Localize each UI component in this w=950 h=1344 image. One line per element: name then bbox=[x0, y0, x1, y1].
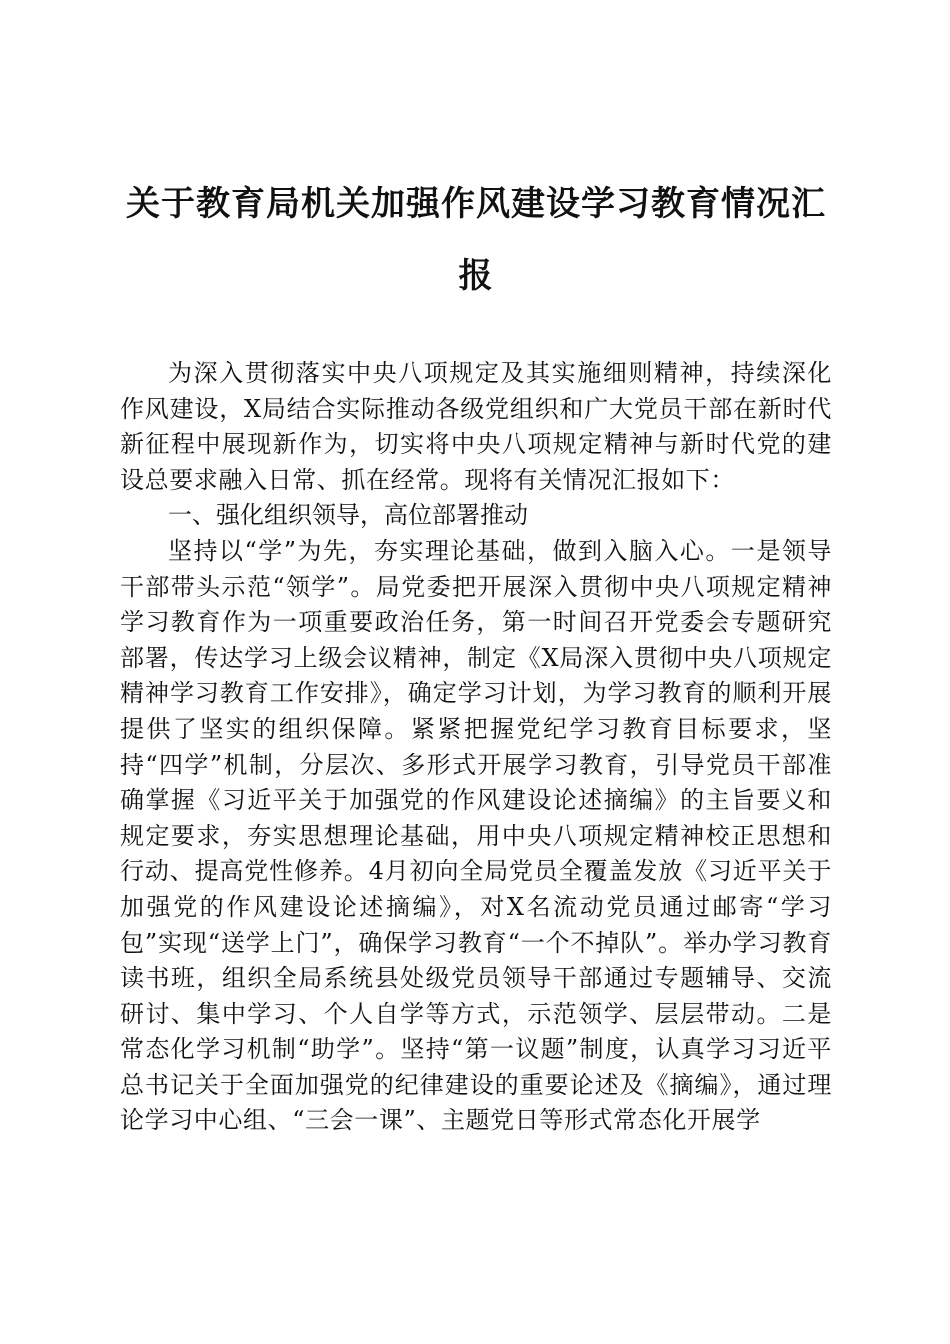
section-body-paragraph: 坚持以“学”为先，夯实理论基础，做到入脑入心。一是领导干部带头示范“领学”。局党委把开展深入贯彻中央八项规定精神学习教育作为一项重要政治任务，第一时间召开党委会专题研究部署，传达学习上级会议精神，制定《X局深入贯彻中央八项规定精神学习教育工作安排》，确定学习计划，为学习教育的顺利开展提供了坚实的组织保障。紧紧把握党纪学习教育目标要求，坚持“四学”机制，分层次、多形式开展学习教育，引导党员干部准确掌握《习近平关于加强党的作风建设论述摘编》的主旨要义和规定要求，夯实思想理论基础，用中央八项规定精神校正思想和行动、提高党性修养。4月初向全局党员全覆盖发放《习近平关于加强党的作风建设论述摘编》，对X名流动党员通过邮寄“学习包”实现“送学上门”，确保学习教育“一个不掉队”。举办学习教育读书班，组织全局系统县处级党员领导干部通过专题辅导、交流研讨、集中学习、个人自学等方式，示范领学、层层带动。二是常态化学习机制“助学”。坚持“第一议题”制度，认真学习习近平总书记关于全面加强党的纪律建设的重要论述及《摘编》，通过理论学习中心组、“三会一课”、主题党日等形式常态化开展学 bbox=[120, 536, 832, 1135]
document-title: 关于教育局机关加强作风建设学习教育情况汇报 bbox=[126, 184, 826, 296]
section-heading: 一、强化组织领导，高位部署推动 bbox=[168, 501, 528, 530]
document-page bbox=[120, 168, 832, 1139]
intro-paragraph: 为深入贯彻落实中央八项规定及其实施细则精神，持续深化作风建设，X局结合实际推动各级党组织和广大党员干部在新时代新征程中展现新作为，切实将中央八项规定精神与新时代党的建设总要求融入日常、抓在经常。现将有关情况汇报如下： bbox=[120, 359, 832, 494]
